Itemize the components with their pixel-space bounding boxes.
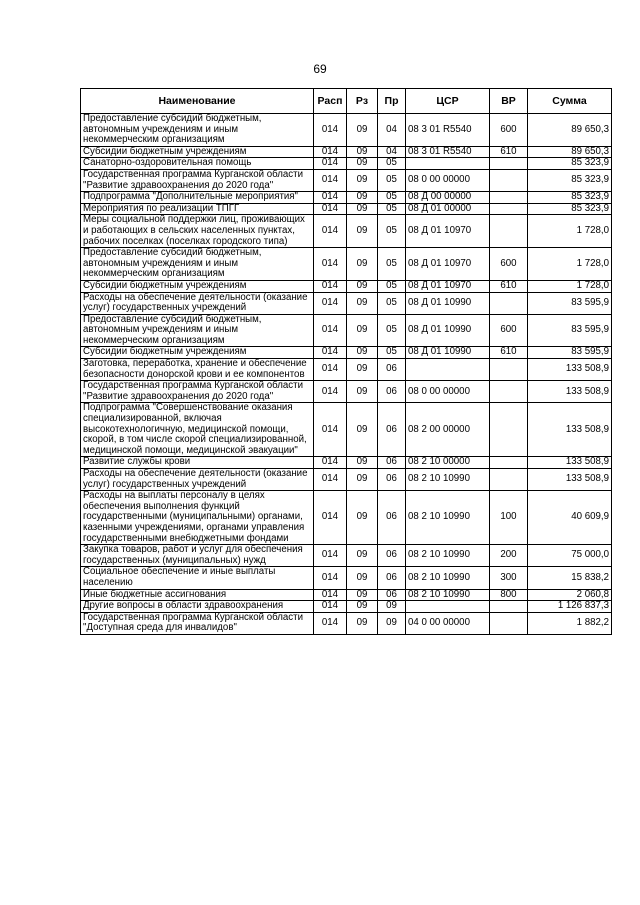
cell-pr: 05 [378, 158, 406, 170]
table-row [81, 292, 612, 314]
table-row [81, 589, 612, 601]
cell-rz: 09 [347, 403, 378, 457]
cell-rz: 09 [347, 601, 378, 613]
cell-sum: 1 126 837,3 [528, 601, 612, 613]
cell-pr: 05 [378, 314, 406, 347]
cell-rasp: 014 [314, 601, 347, 613]
cell-sum: 89 650,3 [528, 114, 612, 147]
cell-rz: 09 [347, 169, 378, 191]
table-row [81, 545, 612, 567]
cell-rasp: 014 [314, 203, 347, 215]
cell-csr: 08 3 01 R5540 [406, 114, 490, 147]
table-row [81, 359, 612, 381]
cell-rz: 09 [347, 567, 378, 589]
cell-vr: 100 [490, 491, 528, 545]
cell-csr: 08 2 00 00000 [406, 403, 490, 457]
cell-pr: 05 [378, 248, 406, 281]
cell-csr: 08 3 01 R5540 [406, 146, 490, 158]
table-row [81, 567, 612, 589]
cell-csr: 08 2 10 10990 [406, 589, 490, 601]
cell-pr: 06 [378, 567, 406, 589]
table-row [81, 215, 612, 248]
cell-rasp: 014 [314, 280, 347, 292]
cell-rasp: 014 [314, 314, 347, 347]
cell-rasp: 014 [314, 158, 347, 170]
cell-name: Предоставление субсидий бюджетным, автономным учреждениям и иным некоммерческим организациям [81, 314, 314, 347]
table-row [81, 158, 612, 170]
cell-name: Государственная программа Курганской области "Развитие здравоохранения до 2020 года" [81, 381, 314, 403]
cell-csr [406, 601, 490, 613]
cell-name: Подпрограмма "Дополнительные мероприятия" [81, 192, 314, 204]
cell-rz: 09 [347, 280, 378, 292]
cell-csr: 08 Д 01 10970 [406, 248, 490, 281]
cell-pr: 06 [378, 469, 406, 491]
cell-name: Расходы на обеспечение деятельности (оказание услуг) государственных учреждений [81, 292, 314, 314]
table-row [81, 381, 612, 403]
cell-csr: 08 2 10 10990 [406, 469, 490, 491]
cell-vr [490, 403, 528, 457]
cell-csr: 08 Д 01 00000 [406, 203, 490, 215]
cell-name: Закупка товаров, работ и услуг для обеспечения государственных (муниципальных) нужд [81, 545, 314, 567]
cell-rz: 09 [347, 146, 378, 158]
cell-sum: 133 508,9 [528, 381, 612, 403]
cell-name: Иные бюджетные ассигнования [81, 589, 314, 601]
cell-name: Мероприятия по реализации ТПГГ [81, 203, 314, 215]
cell-rz: 09 [347, 589, 378, 601]
cell-vr [490, 169, 528, 191]
cell-name: Меры социальной поддержки лиц, проживающих и работающих в сельских населенных пунктах, рабочих поселках (поселках городского типа) [81, 215, 314, 248]
cell-name: Заготовка, переработка, хранение и обеспечение безопасности донорской крови и ее компонентов [81, 359, 314, 381]
cell-sum: 2 060,8 [528, 589, 612, 601]
cell-rasp: 014 [314, 491, 347, 545]
cell-sum: 1 728,0 [528, 280, 612, 292]
cell-pr: 05 [378, 169, 406, 191]
cell-name: Государственная программа Курганской области "Доступная среда для инвалидов" [81, 612, 314, 634]
cell-vr: 610 [490, 280, 528, 292]
table-row [81, 203, 612, 215]
cell-vr: 300 [490, 567, 528, 589]
header-sum: Сумма [528, 89, 612, 114]
cell-sum: 85 323,9 [528, 169, 612, 191]
cell-vr: 200 [490, 545, 528, 567]
cell-vr: 600 [490, 114, 528, 147]
cell-sum: 83 595,9 [528, 314, 612, 347]
cell-rasp: 014 [314, 292, 347, 314]
cell-rasp: 014 [314, 567, 347, 589]
table-row [81, 491, 612, 545]
budget-table [80, 88, 612, 635]
cell-pr: 05 [378, 280, 406, 292]
table-row [81, 114, 612, 147]
cell-rasp: 014 [314, 248, 347, 281]
table-row [81, 248, 612, 281]
cell-rz: 09 [347, 545, 378, 567]
cell-name: Субсидии бюджетным учреждениям [81, 146, 314, 158]
cell-vr: 600 [490, 248, 528, 281]
cell-rz: 09 [347, 491, 378, 545]
cell-rz: 09 [347, 381, 378, 403]
cell-sum: 1 882,2 [528, 612, 612, 634]
cell-pr: 04 [378, 146, 406, 158]
cell-sum: 85 323,9 [528, 158, 612, 170]
page-number: 69 [313, 62, 327, 76]
cell-name: Развитие службы крови [81, 457, 314, 469]
table-row [81, 169, 612, 191]
table-row [81, 601, 612, 613]
cell-csr: 08 0 00 00000 [406, 169, 490, 191]
cell-vr [490, 381, 528, 403]
cell-csr: 08 Д 01 10990 [406, 347, 490, 359]
cell-name: Субсидии бюджетным учреждениям [81, 347, 314, 359]
cell-pr: 05 [378, 347, 406, 359]
cell-name: Предоставление субсидий бюджетным, автономным учреждениям и иным некоммерческим организациям [81, 248, 314, 281]
cell-rz: 09 [347, 457, 378, 469]
cell-rz: 09 [347, 347, 378, 359]
table-row [81, 403, 612, 457]
cell-pr: 06 [378, 545, 406, 567]
cell-pr: 09 [378, 601, 406, 613]
cell-pr: 09 [378, 612, 406, 634]
cell-rz: 09 [347, 248, 378, 281]
cell-vr [490, 612, 528, 634]
cell-sum: 133 508,9 [528, 359, 612, 381]
cell-rasp: 014 [314, 381, 347, 403]
cell-name: Государственная программа Курганской области "Развитие здравоохранения до 2020 года" [81, 169, 314, 191]
table-row [81, 280, 612, 292]
cell-pr: 06 [378, 381, 406, 403]
cell-csr: 08 Д 01 10990 [406, 292, 490, 314]
cell-csr: 08 Д 01 10970 [406, 215, 490, 248]
cell-rasp: 014 [314, 612, 347, 634]
header-rz: Рз [347, 89, 378, 114]
table-body [81, 114, 612, 635]
cell-vr: 610 [490, 347, 528, 359]
cell-rasp: 014 [314, 169, 347, 191]
cell-name: Расходы на выплаты персоналу в целях обеспечения выполнения функций государственными (муниципальными) органами, казенными учреждениями, органами управления государственными внебюджетными фондами [81, 491, 314, 545]
cell-pr: 06 [378, 359, 406, 381]
cell-name: Предоставление субсидий бюджетным, автономным учреждениям и иным некоммерческим организациям [81, 114, 314, 147]
cell-pr: 04 [378, 114, 406, 147]
cell-rz: 09 [347, 192, 378, 204]
header-name: Наименование [81, 89, 314, 114]
cell-rz: 09 [347, 314, 378, 347]
cell-vr [490, 457, 528, 469]
cell-pr: 06 [378, 403, 406, 457]
table-row [81, 457, 612, 469]
cell-vr: 600 [490, 314, 528, 347]
cell-sum: 1 728,0 [528, 248, 612, 281]
cell-rz: 09 [347, 469, 378, 491]
cell-csr [406, 359, 490, 381]
cell-csr: 08 2 10 00000 [406, 457, 490, 469]
cell-vr: 800 [490, 589, 528, 601]
cell-rasp: 014 [314, 146, 347, 158]
cell-vr: 610 [490, 146, 528, 158]
cell-sum: 133 508,9 [528, 403, 612, 457]
cell-csr: 08 Д 00 00000 [406, 192, 490, 204]
cell-rasp: 014 [314, 215, 347, 248]
cell-rz: 09 [347, 292, 378, 314]
cell-rz: 09 [347, 203, 378, 215]
cell-sum: 1 728,0 [528, 215, 612, 248]
cell-vr [490, 158, 528, 170]
cell-sum: 75 000,0 [528, 545, 612, 567]
cell-csr: 08 0 00 00000 [406, 381, 490, 403]
header-rasp: Расп [314, 89, 347, 114]
cell-pr: 06 [378, 491, 406, 545]
cell-sum: 89 650,3 [528, 146, 612, 158]
cell-vr [490, 469, 528, 491]
cell-rz: 09 [347, 158, 378, 170]
cell-sum: 85 323,9 [528, 203, 612, 215]
cell-csr: 08 Д 01 10970 [406, 280, 490, 292]
table-row [81, 612, 612, 634]
cell-csr [406, 158, 490, 170]
table-row [81, 192, 612, 204]
table-row [81, 469, 612, 491]
cell-pr: 05 [378, 203, 406, 215]
cell-sum: 83 595,9 [528, 347, 612, 359]
cell-rasp: 014 [314, 347, 347, 359]
cell-sum: 40 609,9 [528, 491, 612, 545]
cell-csr: 08 2 10 10990 [406, 491, 490, 545]
header-pr: Пр [378, 89, 406, 114]
cell-rz: 09 [347, 114, 378, 147]
cell-name: Другие вопросы в области здравоохранения [81, 601, 314, 613]
cell-rz: 09 [347, 612, 378, 634]
cell-name: Расходы на обеспечение деятельности (оказание услуг) государственных учреждений [81, 469, 314, 491]
cell-rasp: 014 [314, 469, 347, 491]
header-csr: ЦСР [406, 89, 490, 114]
cell-rz: 09 [347, 215, 378, 248]
cell-rasp: 014 [314, 457, 347, 469]
cell-rasp: 014 [314, 359, 347, 381]
cell-vr [490, 359, 528, 381]
cell-pr: 06 [378, 589, 406, 601]
cell-rasp: 014 [314, 403, 347, 457]
cell-pr: 05 [378, 192, 406, 204]
cell-vr [490, 203, 528, 215]
cell-name: Субсидии бюджетным учреждениям [81, 280, 314, 292]
cell-pr: 05 [378, 215, 406, 248]
cell-rasp: 014 [314, 192, 347, 204]
table-row [81, 314, 612, 347]
cell-sum: 85 323,9 [528, 192, 612, 204]
table-header-row [81, 89, 612, 114]
table-row [81, 146, 612, 158]
cell-csr: 04 0 00 00000 [406, 612, 490, 634]
cell-vr [490, 601, 528, 613]
cell-rasp: 014 [314, 545, 347, 567]
table-row [81, 347, 612, 359]
cell-name: Санаторно-оздоровительная помощь [81, 158, 314, 170]
cell-rz: 09 [347, 359, 378, 381]
cell-sum: 15 838,2 [528, 567, 612, 589]
cell-rasp: 014 [314, 114, 347, 147]
cell-sum: 133 508,9 [528, 457, 612, 469]
cell-vr [490, 215, 528, 248]
cell-vr [490, 192, 528, 204]
header-vr: ВР [490, 89, 528, 114]
cell-name: Подпрограмма "Совершенствование оказания специализированной, включая высокотехнологичную, медицинской помощи, скорой, в том числе скорой специализированной, медицинской помощи, медицинской эвакуации" [81, 403, 314, 457]
cell-vr [490, 292, 528, 314]
cell-sum: 83 595,9 [528, 292, 612, 314]
cell-name: Социальное обеспечение и иные выплаты населению [81, 567, 314, 589]
cell-csr: 08 2 10 10990 [406, 567, 490, 589]
cell-rasp: 014 [314, 589, 347, 601]
cell-csr: 08 2 10 10990 [406, 545, 490, 567]
cell-pr: 05 [378, 292, 406, 314]
cell-csr: 08 Д 01 10990 [406, 314, 490, 347]
cell-sum: 133 508,9 [528, 469, 612, 491]
cell-pr: 06 [378, 457, 406, 469]
